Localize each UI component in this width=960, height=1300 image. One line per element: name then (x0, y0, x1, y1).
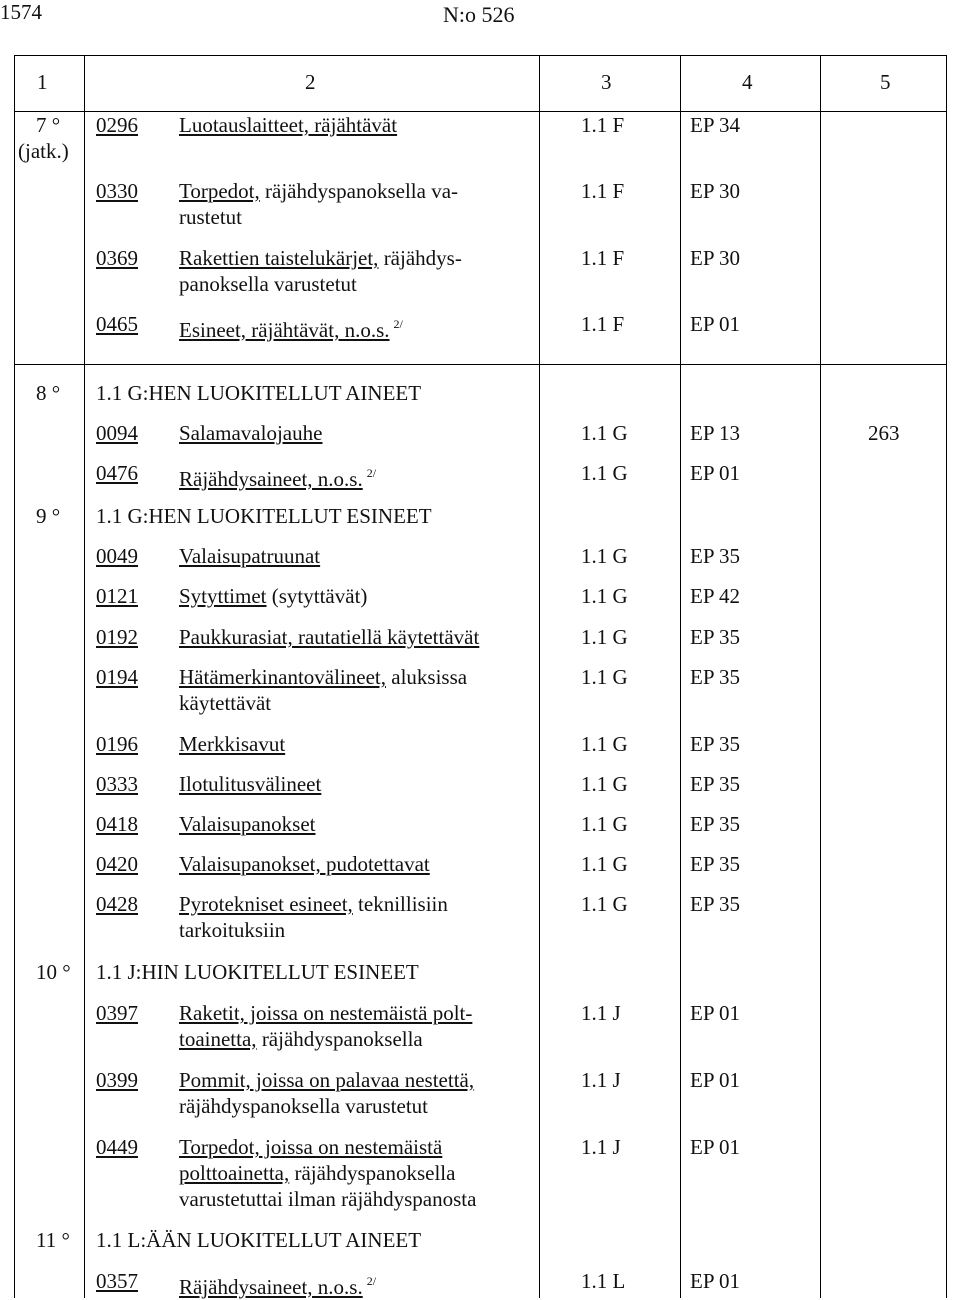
ep-code: EP 35 (690, 665, 740, 689)
substance-name-main: Luotauslaitteet, räjähtävät (179, 113, 398, 137)
substance-name-rest: aluksissa (386, 665, 468, 689)
class-number: 10 ° (36, 960, 71, 984)
division-code: 1.1 G (581, 772, 628, 796)
division-code: 1.1 G (581, 812, 628, 836)
substance-name-main: Valaisupanokset, pudotettavat (179, 852, 430, 876)
class-number: 9 ° (36, 504, 61, 528)
un-number: 0194 (96, 665, 138, 689)
substance-name-main: Ilotulitusvälineet (179, 772, 322, 796)
substance-name-main: Räjähdysaineet, n.o.s. (179, 1275, 363, 1299)
section-heading: 1.1 G:HEN LUOKITELLUT AINEET (96, 381, 422, 405)
substance-name-main: Pyrotekniset esineet, (179, 892, 353, 916)
division-code: 1.1 G (581, 625, 628, 649)
un-number: 0296 (96, 113, 138, 137)
substance-name-main: Esineet, räjähtävät, n.o.s. (179, 318, 390, 342)
substance-name-main: Merkkisavut (179, 732, 286, 756)
class-number: 8 ° (36, 381, 61, 405)
substance-name (179, 1000, 472, 1026)
substance-name (179, 771, 321, 797)
substance-name-line-2-rest: tarkoituksiin (179, 918, 286, 942)
substance-name-main: Sytyttimet (179, 584, 267, 608)
substance-name (179, 1134, 442, 1160)
division-code: 1.1 G (581, 584, 628, 608)
substance-name-line-2-main: polttoainetta, (179, 1161, 290, 1185)
ep-code: EP 35 (690, 544, 740, 568)
column-divider-4 (820, 55, 821, 1298)
division-code: 1.1 G (581, 461, 628, 485)
substance-name-main: Torpedot, joissa on nestemäistä (179, 1135, 443, 1159)
footnote-ref: 2/ (393, 317, 403, 331)
column-header-4: 4 (742, 70, 753, 94)
substance-name (179, 420, 322, 446)
substance-name-main: Pommit, joissa on palavaa nestettä, (179, 1068, 475, 1092)
substance-name (179, 543, 320, 569)
un-number: 0049 (96, 544, 138, 568)
column-header-1: 1 (37, 70, 48, 94)
ep-code: EP 01 (690, 312, 740, 336)
class-number: 11 ° (36, 1228, 70, 1252)
ep-code: EP 35 (690, 852, 740, 876)
substance-name-line-2 (179, 204, 242, 230)
un-number: 0465 (96, 312, 138, 336)
substance-name (179, 1067, 474, 1093)
un-number: 0369 (96, 246, 138, 270)
ep-code: EP 01 (690, 461, 740, 485)
division-code: 1.1 G (581, 892, 628, 916)
ep-code: EP 01 (690, 1135, 740, 1159)
substance-name-line-2 (179, 1093, 428, 1119)
ep-code: EP 30 (690, 179, 740, 203)
substance-name-line-3: varustetuttai ilman räjähdyspanosta (179, 1187, 477, 1211)
un-number: 0418 (96, 812, 138, 836)
page-number: 1574 (0, 0, 42, 24)
substance-name-rest: räjähdyspanoksella va- (259, 179, 459, 203)
substance-name-line-2-main: toainetta, (179, 1027, 257, 1051)
division-code: 1.1 F (581, 312, 625, 336)
substance-name-line-2 (179, 690, 271, 716)
substance-name-main: Valaisupanokset (179, 812, 316, 836)
ep-code: EP 01 (690, 1068, 740, 1092)
substance-name (179, 311, 403, 343)
un-number: 0420 (96, 852, 138, 876)
column-5-value: 263 (868, 421, 900, 445)
issue-number: N:o 526 (443, 2, 515, 27)
class-continuation: (jatk.) (18, 139, 69, 163)
header-bottom-border (14, 111, 946, 112)
un-number: 0196 (96, 732, 138, 756)
table-left-border (14, 55, 15, 1298)
division-code: 1.1 L (581, 1269, 626, 1293)
substance-name-rest: teknillisiin (352, 892, 448, 916)
division-code: 1.1 J (581, 1135, 621, 1159)
ep-code: EP 35 (690, 892, 740, 916)
section-heading: 1.1 G:HEN LUOKITELLUT ESINEET (96, 504, 432, 528)
ep-code: EP 01 (690, 1269, 740, 1293)
division-code: 1.1 G (581, 852, 628, 876)
substance-name (179, 624, 479, 650)
class-number: 7 ° (36, 113, 61, 137)
footnote-ref: 2/ (366, 466, 377, 480)
substance-name (179, 178, 458, 204)
substance-name-line-2 (179, 1026, 423, 1052)
substance-name (179, 1268, 376, 1300)
substance-name (179, 583, 367, 609)
substance-name-line-2 (179, 271, 357, 297)
ep-code: EP 35 (690, 732, 740, 756)
division-code: 1.1 G (581, 544, 628, 568)
substance-name (179, 811, 315, 837)
substance-name (179, 731, 285, 757)
un-number: 0428 (96, 892, 138, 916)
un-number: 0357 (96, 1269, 138, 1293)
un-number: 0094 (96, 421, 138, 445)
substance-name-main: Räjähdysaineet, n.o.s. (179, 467, 363, 491)
section-heading: 1.1 J:HIN LUOKITELLUT ESINEET (96, 960, 419, 984)
un-number: 0333 (96, 772, 138, 796)
column-header-3: 3 (601, 70, 612, 94)
substance-name (179, 891, 448, 917)
un-number: 0397 (96, 1001, 138, 1025)
section-heading: 1.1 L:ÄÄN LUOKITELLUT AINEET (96, 1228, 422, 1252)
table-top-border (14, 55, 946, 56)
un-number: 0449 (96, 1135, 138, 1159)
substance-name-line-2-rest: rustetut (179, 205, 242, 229)
division-code: 1.1 F (581, 113, 625, 137)
substance-name-line-2-rest: panoksella varustetut (179, 272, 357, 296)
substance-name (179, 851, 430, 877)
footnote-ref: 2/ (366, 1274, 377, 1288)
section-divider (14, 364, 946, 365)
ep-code: EP 42 (690, 584, 740, 608)
un-number: 0330 (96, 179, 138, 203)
ep-code: EP 35 (690, 772, 740, 796)
substance-name-line-2-rest: räjähdyspanoksella (289, 1161, 456, 1185)
substance-name-main: Raketit, joissa on nestemäistä polt- (179, 1001, 473, 1025)
substance-name-main: Salamavalojauhe (179, 421, 323, 445)
substance-name-main: Valaisupatruunat (179, 544, 321, 568)
substance-name-line-2-rest: räjähdyspanoksella varustetut (179, 1094, 429, 1118)
substance-name-main: Paukkurasiat, rautatiellä käytettävät (179, 625, 480, 649)
substance-name (179, 460, 376, 492)
column-divider-2 (539, 55, 540, 1298)
substance-name (179, 245, 462, 271)
un-number: 0399 (96, 1068, 138, 1092)
substance-name (179, 112, 397, 138)
ep-code: EP 35 (690, 625, 740, 649)
column-divider-1 (84, 55, 85, 1298)
substance-name-line-2-rest: räjähdyspanoksella (256, 1027, 423, 1051)
un-number: 0476 (96, 461, 138, 485)
division-code: 1.1 G (581, 665, 628, 689)
column-divider-3 (680, 55, 681, 1298)
division-code: 1.1 F (581, 246, 625, 270)
substance-name (179, 664, 467, 690)
column-header-2: 2 (305, 70, 316, 94)
ep-code: EP 35 (690, 812, 740, 836)
division-code: 1.1 G (581, 421, 628, 445)
table-right-border (946, 55, 947, 1298)
substance-name-line-2 (179, 917, 285, 943)
division-code: 1.1 G (581, 732, 628, 756)
un-number: 0192 (96, 625, 138, 649)
substance-name-line-2-rest: käytettävät (179, 691, 272, 715)
substance-name-main: Hätämerkinantovälineet, (179, 665, 386, 689)
ep-code: EP 13 (690, 421, 740, 445)
substance-name-main: Rakettien taistelukärjet, (179, 246, 379, 270)
division-code: 1.1 J (581, 1068, 621, 1092)
substance-name-rest: räjähdys- (378, 246, 462, 270)
un-number: 0121 (96, 584, 138, 608)
column-header-5: 5 (880, 70, 891, 94)
substance-name-rest: (sytyttävät) (266, 584, 368, 608)
division-code: 1.1 J (581, 1001, 621, 1025)
ep-code: EP 34 (690, 113, 740, 137)
division-code: 1.1 F (581, 179, 625, 203)
substance-name-main: Torpedot, (179, 179, 260, 203)
substance-name-line-2 (179, 1160, 455, 1186)
ep-code: EP 30 (690, 246, 740, 270)
ep-code: EP 01 (690, 1001, 740, 1025)
